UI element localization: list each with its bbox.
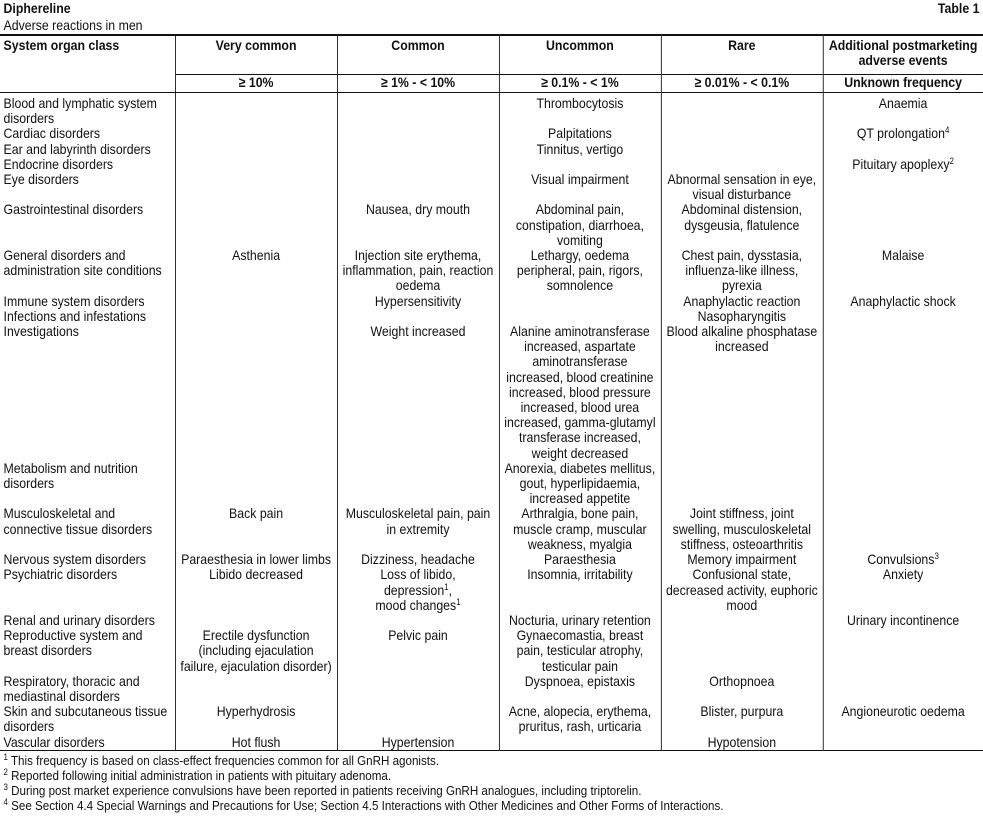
very-common-cell — [175, 202, 337, 248]
common-cell: Weight increased — [337, 324, 499, 461]
common-cell — [337, 93, 499, 127]
very-common-cell: Asthenia — [175, 248, 337, 294]
postmarketing-text: Convulsions — [867, 551, 935, 568]
rare-cell: Blister, purpura — [661, 704, 823, 734]
common-cell — [337, 157, 499, 172]
postmarketing-cell — [823, 202, 983, 248]
common-cell — [337, 704, 499, 734]
footnote-marker: 1 — [456, 596, 461, 607]
very-common-cell — [175, 461, 337, 507]
postmarketing-cell — [823, 704, 983, 734]
postmarketing-cell — [823, 294, 983, 309]
postmarketing-cell — [823, 142, 983, 157]
rare-cell: Blood alkaline phosphatase increased — [661, 324, 823, 461]
table-row — [0, 126, 983, 141]
uncommon-cell — [499, 294, 661, 309]
footnote-text: This frequency is based on class-effect frequencies common for all GnRH agonists. — [10, 752, 440, 768]
footnote — [4, 798, 980, 813]
soc-cell: Eye disorders — [3, 171, 79, 188]
footnote-text: Reported following initial administration in patients with pituitary adenoma. — [11, 767, 392, 783]
soc-cell: Nervous system disorders — [3, 551, 146, 568]
postmarketing-text: Anaphylactic shock — [850, 292, 956, 309]
uncommon-cell: Paraesthesia — [499, 552, 661, 567]
soc-cell: Ear and labyrinth disorders — [3, 140, 151, 157]
frequency-header-postmarketing: Unknown frequency — [823, 75, 983, 93]
frequency-header-uncommon: ≥ 0.1% - < 1% — [499, 75, 661, 93]
soc-cell: Renal and urinary disorders — [3, 611, 155, 628]
soc-cell: Metabolism and nutrition disorders — [3, 459, 138, 492]
rare-cell — [661, 628, 823, 674]
postmarketing-cell — [823, 248, 983, 294]
common-cell — [337, 142, 499, 157]
very-common-cell — [175, 126, 337, 141]
postmarketing-text: Malaise — [881, 247, 925, 264]
soc-cell: Blood and lymphatic system disorders — [3, 95, 157, 127]
soc-cell: Cardiac disorders — [3, 125, 101, 142]
uncommon-cell — [499, 735, 661, 751]
table-row — [0, 172, 983, 202]
very-common-cell — [175, 674, 337, 704]
common-cell — [337, 613, 499, 628]
postmarketing-cell — [823, 506, 983, 552]
postmarketing-text: Anxiety — [882, 566, 924, 583]
common-cell: Dizziness, headache — [337, 552, 499, 567]
footnote — [4, 783, 980, 798]
uncommon-cell — [499, 309, 661, 324]
uncommon-cell: Lethargy, oedema peripheral, pain, rigors, somnolence — [499, 248, 661, 294]
postmarketing-text: Urinary incontinence — [846, 611, 960, 628]
rare-cell — [661, 461, 823, 507]
footnote — [4, 768, 980, 783]
column-header-uncommon: Uncommon — [499, 35, 661, 75]
very-common-cell: Hyperhydrosis — [175, 704, 337, 734]
rare-cell: Memory impairment — [661, 552, 823, 567]
postmarketing-cell — [823, 324, 983, 461]
table-row — [0, 735, 983, 751]
uncommon-cell: Nocturia, urinary retention — [499, 613, 661, 628]
very-common-cell — [175, 142, 337, 157]
rare-cell: Nasopharyngitis — [661, 309, 823, 324]
soc-cell: Reproductive system and breast disorders — [3, 627, 143, 659]
common-line-1: Loss of libido, — [380, 566, 456, 583]
column-header-soc: System organ class — [0, 35, 175, 75]
rare-cell: Abdominal distension, dysgeusia, flatulence — [661, 202, 823, 248]
table-row — [0, 567, 983, 613]
uncommon-cell: Alanine aminotransferase increased, aspartate aminotransferase increased, blood creatinine increased, blood pressure increased, blood urea increased, gamma-glutamyl transferase increased, weight decreased — [499, 324, 661, 461]
footnote-marker: 3 — [934, 551, 939, 562]
postmarketing-text: Pituitary apoplexy — [852, 155, 950, 172]
table-row — [0, 309, 983, 324]
rare-cell: Hypotension — [661, 735, 823, 751]
very-common-cell — [175, 324, 337, 461]
table-row — [0, 157, 983, 172]
common-cell: Hypersensitivity — [337, 294, 499, 309]
table-label: Table 1 — [937, 0, 980, 16]
common-cell: Injection site erythema, inflammation, pain, reaction oedema — [337, 248, 499, 294]
common-cell: Nausea, dry mouth — [337, 202, 499, 248]
very-common-cell — [175, 294, 337, 309]
footnote-marker: 1 — [444, 581, 449, 592]
very-common-cell: Paraesthesia in lower limbs — [175, 552, 337, 567]
postmarketing-cell — [823, 628, 983, 674]
rare-cell — [661, 93, 823, 127]
title-bar — [0, 0, 983, 17]
drug-name: Diphereline — [3, 0, 71, 16]
table-row — [0, 248, 983, 294]
uncommon-cell: Gynaecomastia, breast pain, testicular atrophy, testicular pain — [499, 628, 661, 674]
common-cell — [337, 461, 499, 507]
footnote-mark: 3 — [3, 782, 8, 793]
very-common-cell — [175, 157, 337, 172]
uncommon-cell: Abdominal pain, constipation, diarrhoea, vomiting — [499, 202, 661, 248]
uncommon-cell — [499, 157, 661, 172]
postmarketing-cell — [823, 93, 983, 127]
rare-cell: Orthopnoea — [661, 674, 823, 704]
table-row — [0, 628, 983, 674]
very-common-cell — [175, 309, 337, 324]
table-row — [0, 674, 983, 704]
rare-cell: Chest pain, dysstasia, influenza-like illness, pyrexia — [661, 248, 823, 294]
rare-cell — [661, 613, 823, 628]
soc-cell: Investigations — [3, 323, 79, 340]
table-row — [0, 704, 983, 734]
postmarketing-text: Angioneurotic oedema — [841, 703, 965, 720]
footnotes — [0, 751, 983, 814]
postmarketing-cell — [823, 613, 983, 628]
rare-cell — [661, 157, 823, 172]
table-row — [0, 142, 983, 157]
table-row — [0, 613, 983, 628]
postmarketing-cell — [823, 567, 983, 613]
footnote — [4, 753, 980, 768]
uncommon-cell: Palpitations — [499, 126, 661, 141]
soc-cell: General disorders and administration site conditions — [3, 247, 162, 279]
rare-cell — [661, 126, 823, 141]
postmarketing-cell — [823, 309, 983, 324]
soc-cell: Respiratory, thoracic and mediastinal disorders — [3, 672, 140, 704]
uncommon-cell: Dyspnoea, epistaxis — [499, 674, 661, 704]
soc-cell: Vascular disorders — [0, 735, 175, 751]
very-common-cell: Erectile dysfunction (including ejaculation failure, ejaculation disorder) — [175, 628, 337, 674]
postmarketing-text: Anaemia — [878, 95, 928, 111]
uncommon-cell: Anorexia, diabetes mellitus, gout, hyperlipidaemia, increased appetite — [499, 461, 661, 507]
uncommon-cell: Visual impairment — [499, 172, 661, 202]
rare-cell: Joint stiffness, joint swelling, musculoskeletal stiffness, osteoarthritis — [661, 506, 823, 552]
column-header-row — [0, 35, 983, 75]
soc-cell: Immune system disorders — [3, 292, 145, 309]
very-common-cell: Back pain — [175, 506, 337, 552]
uncommon-cell: Acne, alopecia, erythema, pruritus, rash, urticaria — [499, 704, 661, 734]
table-row — [0, 324, 983, 461]
table-row — [0, 506, 983, 552]
adverse-reactions-table — [0, 34, 983, 751]
uncommon-cell: Arthralgia, bone pain, muscle cramp, muscular weakness, myalgia — [499, 506, 661, 552]
table-row — [0, 202, 983, 248]
rare-cell: Anaphylactic reaction — [661, 294, 823, 309]
common-cell: Pelvic pain — [337, 628, 499, 674]
column-header-postmarketing: Additional postmarketing adverse events — [823, 35, 983, 75]
common-cell — [337, 172, 499, 202]
frequency-header-rare: ≥ 0.01% - < 0.1% — [661, 75, 823, 93]
table-row — [0, 93, 983, 127]
frequency-header-very-common: ≥ 10% — [175, 75, 337, 93]
common-line-3: mood changes — [375, 596, 457, 613]
common-cell: Musculoskeletal pain, pain in extremity — [337, 506, 499, 552]
footnote-marker: 4 — [944, 125, 950, 136]
footnote-text: During post market experience convulsions have been reported in patients receiving GnRH analogues, including triptorelin. — [11, 783, 642, 799]
postmarketing-cell — [823, 735, 983, 751]
very-common-cell — [175, 613, 337, 628]
soc-cell: Endocrine disorders — [3, 155, 114, 172]
frequency-header-soc — [0, 75, 175, 93]
soc-cell: Skin and subcutaneous tissue disorders — [3, 703, 168, 735]
postmarketing-cell — [823, 674, 983, 704]
table-row — [0, 294, 983, 309]
very-common-cell: Libido decreased — [175, 567, 337, 613]
footnote-text: See Section 4.4 Special Warnings and Precautions for Use; Section 4.5 Interactions with Other Medicines and Other Forms of Interactions. — [11, 798, 724, 814]
frequency-header-common: ≥ 1% - < 10% — [337, 75, 499, 93]
postmarketing-cell — [823, 126, 983, 141]
footnote-marker: 2 — [949, 155, 954, 166]
uncommon-cell: Insomnia, irritability — [499, 567, 661, 613]
common-line-2: depression — [383, 581, 445, 598]
footnote-mark: 4 — [3, 797, 8, 808]
common-cell: Hypertension — [337, 735, 499, 751]
table-subtitle: Adverse reactions in men — [3, 17, 143, 33]
table-row — [0, 552, 983, 567]
very-common-cell — [175, 93, 337, 127]
common-cell: Loss of libido, depression$^1$, mood changes$^1$ — [337, 567, 499, 613]
soc-cell: Musculoskeletal and connective tissue disorders — [3, 505, 153, 537]
rare-cell: Abnormal sensation in eye, visual disturbance — [661, 172, 823, 202]
column-header-common: Common — [337, 35, 499, 75]
table-row — [0, 461, 983, 507]
postmarketing-text: QT prolongation — [856, 125, 945, 142]
common-cell — [337, 309, 499, 324]
uncommon-cell: Thrombocytosis — [499, 93, 661, 127]
soc-cell: Infections and infestations — [3, 307, 146, 324]
postmarketing-cell — [823, 172, 983, 202]
footnote-mark: 2 — [3, 766, 8, 777]
rare-cell — [661, 142, 823, 157]
frequency-header-row — [0, 75, 983, 93]
uncommon-cell: Tinnitus, vertigo — [499, 142, 661, 157]
common-cell — [337, 674, 499, 704]
very-common-cell — [175, 172, 337, 202]
postmarketing-cell — [823, 552, 983, 567]
column-header-rare: Rare — [661, 35, 823, 75]
postmarketing-cell — [823, 157, 983, 172]
column-header-very-common: Very common — [175, 35, 337, 75]
footnote-mark: 1 — [3, 751, 8, 762]
common-cell — [337, 126, 499, 141]
rare-cell: Confusional state, decreased activity, euphoric mood — [661, 567, 823, 613]
soc-cell: Psychiatric disorders — [3, 566, 118, 583]
very-common-cell: Hot flush — [175, 735, 337, 751]
postmarketing-cell — [823, 461, 983, 507]
soc-cell: Gastrointestinal disorders — [3, 201, 144, 218]
